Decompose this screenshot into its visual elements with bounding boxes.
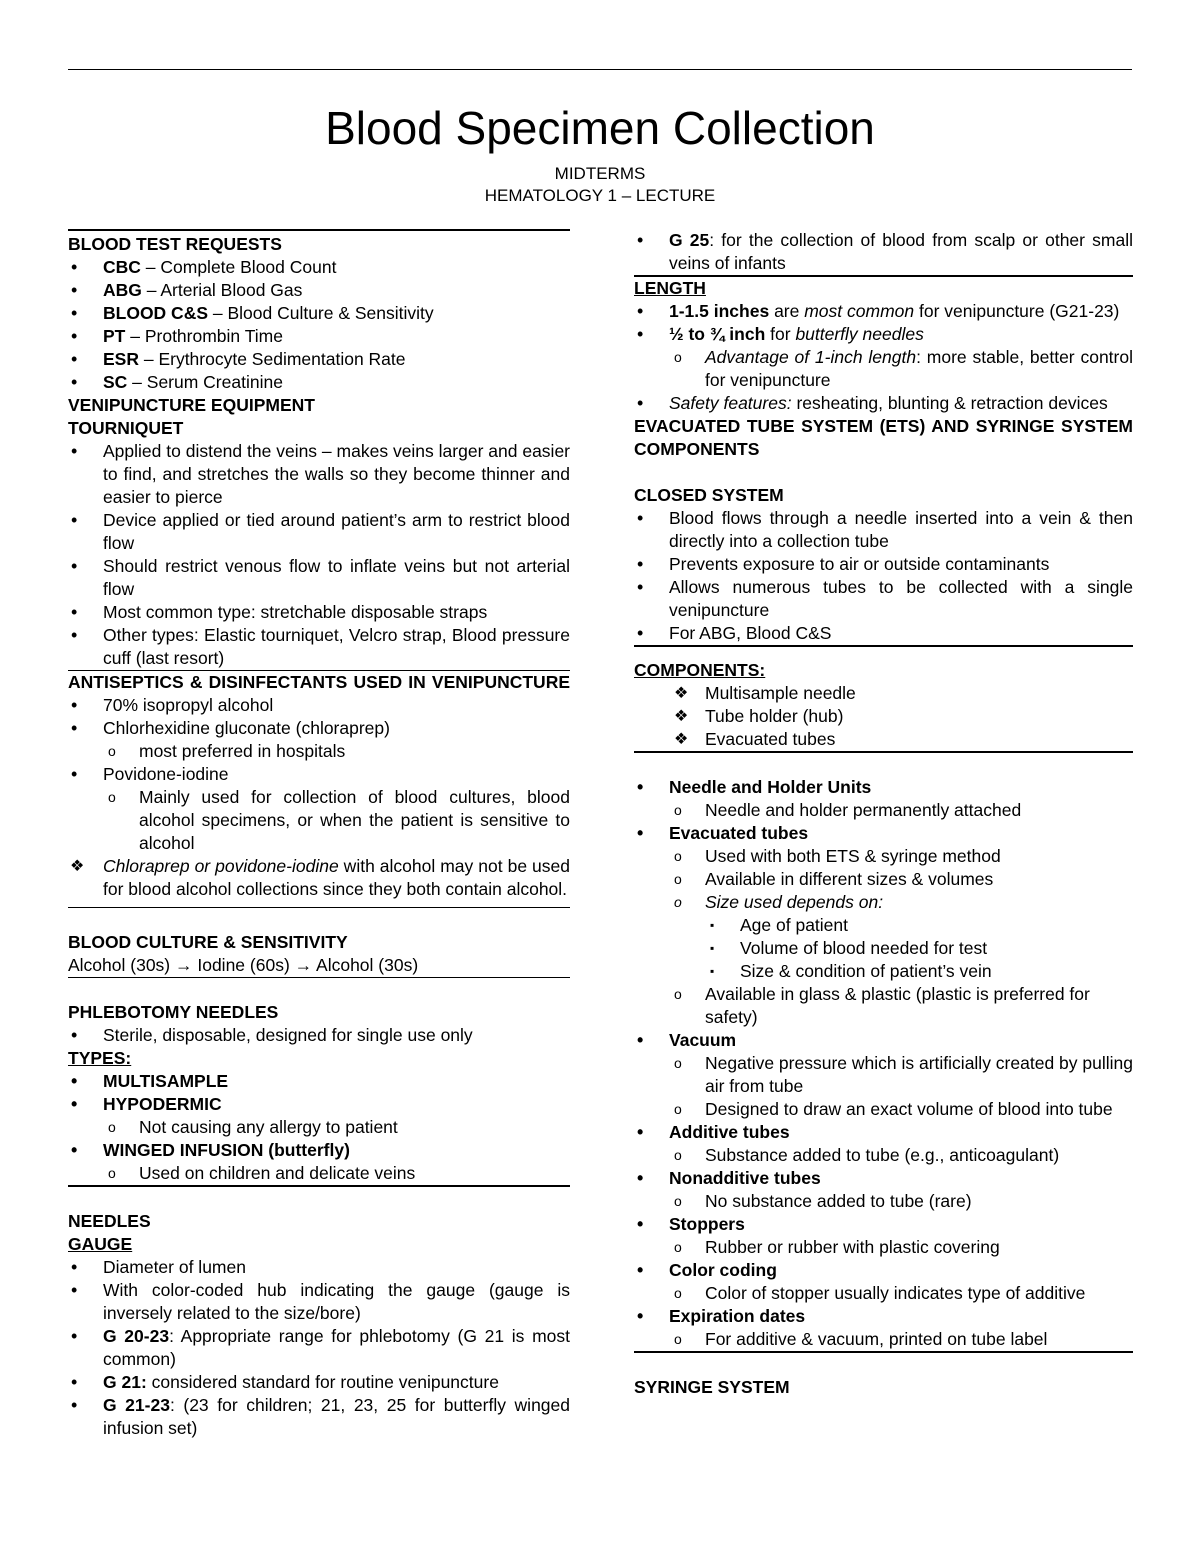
list-subsubitem: ▪ Age of patient (634, 914, 1133, 937)
list-subsubitem: ▪ Size & condition of patient’s vein (634, 960, 1133, 983)
venipuncture-equipment-section (68, 394, 570, 670)
list-item: • G 21-23: (23 for children; 21, 23, 25 for butterfly winged infusion set) (68, 1394, 570, 1440)
list-subitem: o most preferred in hospitals (68, 740, 570, 763)
list-item: • WINGED INFUSION (butterfly) (68, 1139, 570, 1162)
list-item: • SC – Serum Creatinine (68, 371, 570, 394)
list-subitem: o No substance added to tube (rare) (634, 1190, 1133, 1213)
phlebotomy-needles-section (68, 1001, 570, 1185)
list-item: • MULTISAMPLE (68, 1070, 570, 1093)
list-item: • Safety features: resheating, blunting & retraction devices (634, 392, 1133, 415)
section-subheading: GAUGE (68, 1234, 133, 1254)
gauge-continued-list (634, 229, 1133, 275)
section-heading: VENIPUNCTURE EQUIPMENT (68, 395, 315, 415)
list-subitem: o Available in different sizes & volumes (634, 868, 1133, 891)
components-list (634, 682, 1133, 751)
list-item: • Expiration dates (634, 1305, 1133, 1328)
ets-heading: EVACUATED TUBE SYSTEM (ETS) AND SYRINGE SYSTEM COMPONENTS (634, 416, 1133, 459)
list-item: • Applied to distend the veins – makes veins larger and easier to find, and stretches the walls so they become thinner and easier to pierce (68, 440, 570, 509)
list-item: • Vacuum (634, 1029, 1133, 1052)
document-subtitle-midterms: MIDTERMS (554, 164, 646, 183)
list-subsubitem: ▪ Volume of blood needed for test (634, 937, 1133, 960)
ets-details-section (634, 776, 1133, 1351)
list-item: ❖ Evacuated tubes (634, 728, 1133, 751)
list-item: • Nonadditive tubes (634, 1167, 1133, 1190)
closed-system-list (634, 507, 1133, 645)
culture-sequence: Alcohol (30s) → Iodine (60s) → Alcohol (30s) (68, 955, 419, 975)
syringe-system-heading: SYRINGE SYSTEM (634, 1377, 790, 1397)
list-item: • Chlorhexidine gluconate (chloraprep) (68, 717, 570, 740)
list-item: ❖ Tube holder (hub) (634, 705, 1133, 728)
closed-system-section (634, 484, 1133, 645)
ets-details-list (634, 776, 1133, 1351)
list-subitem: o Mainly used for collection of blood cultures, blood alcohol specimens, or when the patient is sensitive to alcohol (68, 786, 570, 855)
document-subtitle-course: HEMATOLOGY 1 – LECTURE (484, 186, 716, 205)
list-item: • With color-coded hub indicating the gauge (gauge is inversely related to the size/bore) (68, 1279, 570, 1325)
list-subitem: o Used with both ETS & syringe method (634, 845, 1133, 868)
list-subitem: o Used on children and delicate veins (68, 1162, 570, 1185)
list-item: • Povidone-iodine (68, 763, 570, 786)
section-heading: ANTISEPTICS & DISINFECTANTS USED IN VENIPUNCTURE (68, 672, 570, 692)
list-subitem: o Not causing any allergy to patient (68, 1116, 570, 1139)
list-item: • ABG – Arterial Blood Gas (68, 279, 570, 302)
list-subitem: o For additive & vacuum, printed on tube label (634, 1328, 1133, 1351)
list-subitem: o Available in glass & plastic (plastic is preferred for safety) (634, 983, 1133, 1029)
list-item: • Additive tubes (634, 1121, 1133, 1144)
list-item: • Color coding (634, 1259, 1133, 1282)
list-item: • Diameter of lumen (68, 1256, 570, 1279)
list-subitem: o Designed to draw an exact volume of blood into tube (634, 1098, 1133, 1121)
needle-types-list (68, 1070, 570, 1185)
needle-gauge-section (68, 1210, 570, 1440)
list-item: • For ABG, Blood C&S (634, 622, 1133, 645)
blood-test-requests-section (68, 233, 570, 394)
tourniquet-list (68, 440, 570, 670)
list-item: • Prevents exposure to air or outside contaminants (634, 553, 1133, 576)
components-section (634, 659, 1133, 751)
note-item: ❖ Chloraprep or povidone-iodine with alcohol may not be used for blood alcohol collections since they both contain alcohol. (68, 855, 570, 901)
section-subheading: TOURNIQUET (68, 418, 184, 438)
list-subitem: o Substance added to tube (e.g., anticoagulant) (634, 1144, 1133, 1167)
list-item: • Device applied or tied around patient’s arm to restrict blood flow (68, 509, 570, 555)
list-item: • PT – Prothrombin Time (68, 325, 570, 348)
left-column (68, 229, 570, 1440)
list-item: • Stoppers (634, 1213, 1133, 1236)
list-subitem: o Negative pressure which is artificially created by pulling air from tube (634, 1052, 1133, 1098)
list-item: ❖ Multisample needle (634, 682, 1133, 705)
list-item: • Blood flows through a needle inserted into a vein & then directly into a collection tube (634, 507, 1133, 553)
phlebotomy-needles-list (68, 1024, 570, 1047)
list-item: • G 25: for the collection of blood from scalp or other small veins of infants (634, 229, 1133, 275)
list-subitem: o Advantage of 1-inch length: more stable, better control for venipuncture (634, 346, 1133, 392)
test-request-list (68, 256, 570, 394)
top-rule (68, 69, 1132, 70)
list-item: • BLOOD C&S – Blood Culture & Sensitivity (68, 302, 570, 325)
section-heading: LENGTH (634, 278, 706, 298)
list-item: • CBC – Complete Blood Count (68, 256, 570, 279)
list-item: • 70% isopropyl alcohol (68, 694, 570, 717)
list-item: • Allows numerous tubes to be collected with a single venipuncture (634, 576, 1133, 622)
list-item: • ½ to ¾ inch for butterfly needles (634, 323, 1133, 346)
list-item: • ESR – Erythrocyte Sedimentation Rate (68, 348, 570, 371)
antiseptics-section (68, 671, 570, 901)
section-heading: PHLEBOTOMY NEEDLES (68, 1002, 279, 1022)
list-item: • Sterile, disposable, designed for single use only (68, 1024, 570, 1047)
section-heading: COMPONENTS: (634, 660, 766, 680)
right-column (634, 229, 1133, 1399)
section-heading: NEEDLES (68, 1211, 151, 1231)
list-item: • HYPODERMIC (68, 1093, 570, 1116)
list-item: • Most common type: stretchable disposable straps (68, 601, 570, 624)
list-item: • Should restrict venous flow to inflate veins but not arterial flow (68, 555, 570, 601)
list-item: • Evacuated tubes (634, 822, 1133, 845)
list-subitem: o Color of stopper usually indicates type of additive (634, 1282, 1133, 1305)
section-heading: BLOOD TEST REQUESTS (68, 234, 282, 254)
section-heading: BLOOD CULTURE & SENSITIVITY (68, 932, 348, 952)
blood-culture-section (68, 931, 570, 977)
types-label: TYPES: (68, 1048, 132, 1068)
antiseptics-list (68, 694, 570, 901)
list-item: • Other types: Elastic tourniquet, Velcro strap, Blood pressure cuff (last resort) (68, 624, 570, 670)
list-item: • Needle and Holder Units (634, 776, 1133, 799)
section-heading: CLOSED SYSTEM (634, 485, 784, 505)
list-item: • 1-1.5 inches are most common for venipuncture (G21-23) (634, 300, 1133, 323)
needle-length-section (634, 277, 1133, 415)
document-title: Blood Specimen Collection (325, 102, 875, 154)
length-list (634, 300, 1133, 415)
list-item: • G 21: considered standard for routine venipuncture (68, 1371, 570, 1394)
list-subitem: o Needle and holder permanently attached (634, 799, 1133, 822)
list-subitem: o Rubber or rubber with plastic covering (634, 1236, 1133, 1259)
list-subitem: o Size used depends on: (634, 891, 1133, 914)
gauge-list (68, 1256, 570, 1440)
list-item: • G 20-23: Appropriate range for phlebotomy (G 21 is most common) (68, 1325, 570, 1371)
